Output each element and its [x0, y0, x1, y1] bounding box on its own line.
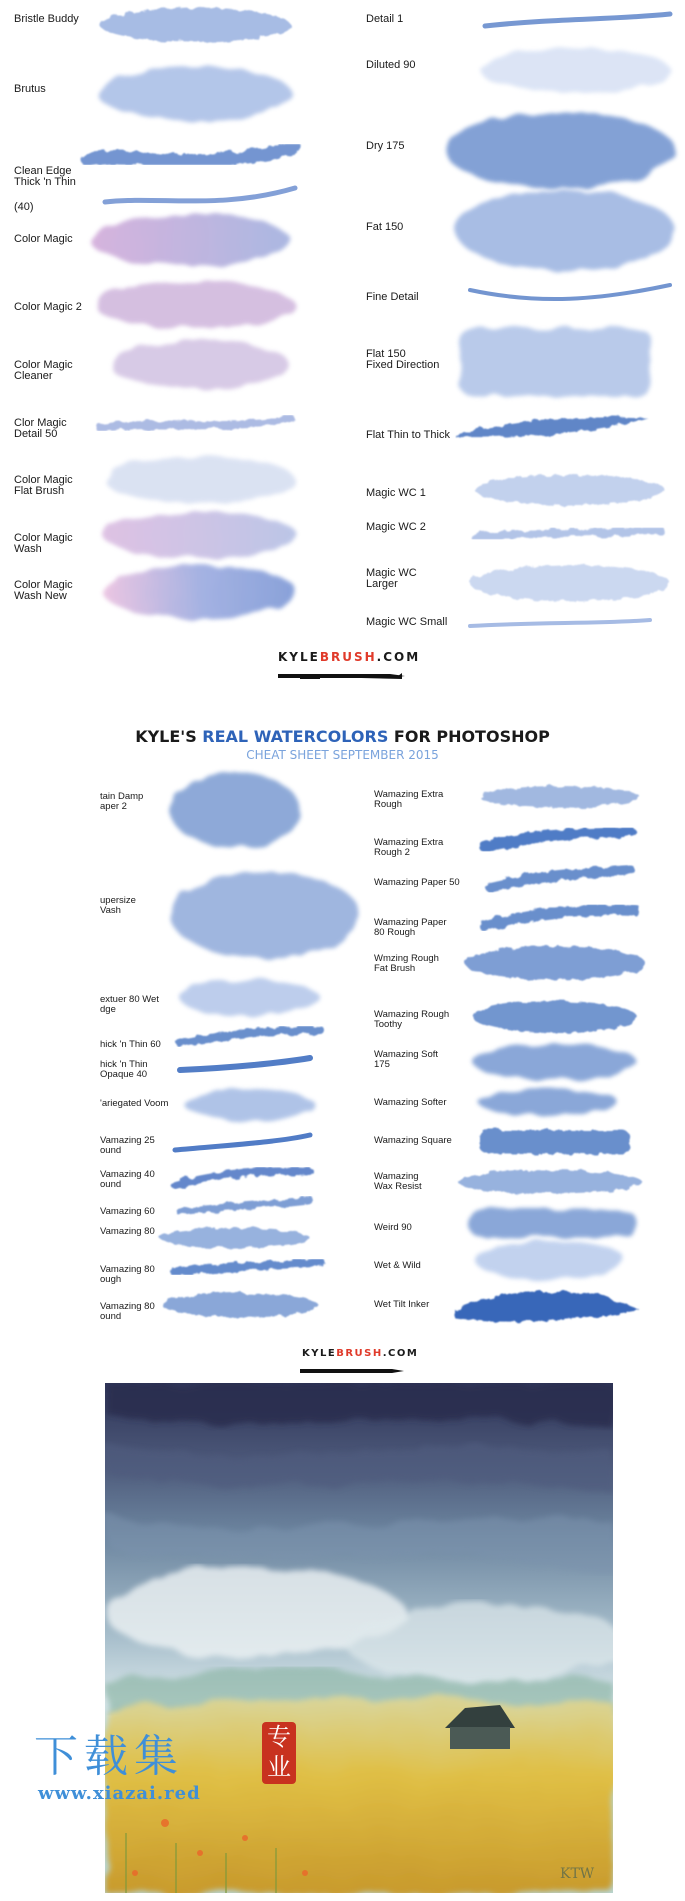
watercolor-painting	[105, 1383, 613, 1893]
s1-right-strokes	[445, 14, 675, 626]
brush-label: Magic WC 1	[366, 487, 426, 499]
brush-label: Flat 150 Fixed Direction	[366, 348, 440, 371]
brush-label: Wamazing Square	[374, 1135, 452, 1146]
stroke-variegated	[185, 1089, 315, 1121]
stroke-dry-175	[445, 112, 675, 188]
stroke-brutus	[98, 67, 292, 121]
s1-left-strokes	[88, 8, 297, 618]
s2-right-strokes	[455, 786, 645, 1322]
brush-label: Color Magic Cleaner	[14, 359, 73, 382]
brush-label: Clean Edge Thick 'n Thin	[14, 165, 76, 188]
brush-label: upersize Vash	[100, 895, 136, 916]
stroke-rough-fat	[465, 946, 645, 980]
brush-label: Vamazing 80 ound	[100, 1301, 155, 1322]
brush-label: Vamazing 80	[100, 1226, 155, 1237]
brush-label: Detail 1	[366, 13, 404, 25]
stroke-softer	[478, 1089, 618, 1115]
sheet2-title: KYLE'S REAL WATERCOLORS FOR PHOTOSHOP	[135, 727, 550, 746]
brush-label: Fat 150	[366, 221, 404, 233]
sheet2-subtitle: CHEAT SHEET SEPTEMBER 2015	[246, 748, 439, 762]
pen-icon	[300, 1369, 404, 1373]
brush-label: Vamazing 25 ound	[100, 1135, 155, 1156]
brush-label: 'ariegated Voom	[100, 1098, 169, 1109]
stroke-rough-toothy	[473, 1001, 637, 1033]
brush-label: Magic WC 2	[366, 521, 426, 533]
brush-label: Color Magic	[14, 233, 73, 245]
watermark-url: www.xiazai.red	[38, 1783, 201, 1804]
brush-label: Vamazing 80 ough	[100, 1264, 155, 1285]
stroke-soft-175	[473, 1044, 637, 1080]
watermark-chars: 下载集	[34, 1731, 184, 1782]
brush-label: Fine Detail	[366, 291, 419, 303]
brush-label: Brutus	[14, 83, 46, 95]
stroke-extra-rough-2	[485, 832, 630, 847]
stroke-wam40	[175, 1171, 310, 1185]
stroke-supersize-wash	[170, 872, 360, 958]
stroke-color-magic-2	[95, 282, 295, 328]
stroke-wet-tilt-inker	[455, 1291, 640, 1321]
brush-label: Wet & Wild	[374, 1260, 421, 1271]
brush-label: Color Magic Wash	[14, 532, 73, 555]
brush-label: Magic WC Larger	[366, 567, 417, 590]
stroke-flat-150	[460, 328, 650, 396]
pen-icon	[278, 673, 405, 679]
stroke-color-magic-flat	[105, 457, 295, 503]
brush-label: Wamazing Paper 50	[374, 877, 460, 888]
brush-label: Color Magic Flat Brush	[14, 474, 73, 497]
brush-label: Wamazing Extra Rough	[374, 789, 444, 810]
stroke-flat-thin-thick	[455, 417, 648, 437]
stroke-color-magic-wash	[103, 512, 297, 558]
brush-label: Wamazing Extra Rough 2	[374, 837, 444, 858]
stroke-stain-damp	[170, 772, 300, 848]
painting-signature: KTW	[560, 1866, 595, 1882]
stroke-texture-wet-edge	[180, 980, 320, 1016]
stroke-clean-edge	[88, 148, 295, 161]
brush-label: Wamazing Soft 175	[374, 1049, 439, 1070]
brush-label: hick 'n Thin Opaque 40	[100, 1059, 148, 1080]
stroke-color-magic	[90, 214, 290, 266]
stroke-extra-rough	[480, 786, 640, 808]
brush-label: (40)	[14, 201, 34, 213]
brush-label: hick 'n Thin 60	[100, 1039, 161, 1050]
stroke-color-magic-cleaner	[110, 341, 290, 389]
brush-label: Vamazing 60	[100, 1206, 155, 1217]
stroke-thin-60	[180, 1030, 320, 1043]
stroke-bristle-buddy	[100, 8, 290, 42]
stroke-detail-1	[485, 14, 670, 26]
stroke-fine-detail	[470, 285, 670, 299]
stroke-thin-40	[105, 188, 295, 202]
brush-label: tain Damp aper 2	[100, 791, 144, 812]
brush-label: extuer 80 Wet dge	[100, 994, 159, 1015]
brush-label: Wmzing Rough Fat Brush	[374, 953, 439, 974]
stroke-color-magic-wash-new	[103, 566, 297, 618]
sheet1-logo: KYLEBRUSH.COM	[278, 650, 421, 664]
stroke-wam80-rough	[175, 1262, 320, 1272]
stroke-wax-resist	[458, 1170, 642, 1194]
brush-label: Color Magic 2	[14, 301, 82, 313]
stroke-thin-opaque	[180, 1058, 310, 1070]
brush-label: Diluted 90	[366, 59, 416, 71]
brush-label: Wet Tilt Inker	[374, 1299, 430, 1310]
stroke-paper-50	[490, 870, 630, 887]
brush-label: Weird 90	[374, 1222, 412, 1233]
brush-label: Bristle Buddy	[14, 13, 79, 25]
brush-label: Wamazing Softer	[374, 1097, 447, 1108]
stroke-weird-90	[468, 1210, 636, 1236]
stroke-square	[480, 1130, 630, 1154]
brush-label: Magic WC Small	[366, 616, 448, 628]
stroke-wam25	[175, 1135, 310, 1150]
stroke-wam80-round	[162, 1293, 318, 1317]
brush-label: Dry 175	[366, 140, 405, 152]
stroke-magic-wc-1	[475, 475, 665, 505]
stroke-paper-80-rough	[485, 910, 635, 926]
stroke-color-magic-detail	[100, 418, 290, 428]
stroke-wam60	[180, 1200, 310, 1212]
brush-label: Wamazing Rough Toothy	[374, 1009, 450, 1030]
brush-label: Wamazing Wax Resist	[374, 1171, 422, 1192]
stroke-fat-150	[455, 190, 675, 270]
brush-label: Flat Thin to Thick	[366, 429, 450, 441]
brush-label: Color Magic Wash New	[14, 579, 73, 602]
s2-left-strokes	[160, 772, 360, 1317]
stroke-diluted-90	[480, 48, 670, 92]
brush-label: Wamazing Paper 80 Rough	[374, 917, 447, 938]
brush-label: Vamazing 40 ound	[100, 1169, 155, 1190]
stroke-wam80	[160, 1228, 310, 1248]
stroke-magic-wc-larger	[470, 565, 670, 601]
watermark-badge: 专业	[262, 1722, 296, 1784]
stroke-magic-wc-small	[470, 620, 650, 626]
brush-label: Clor Magic Detail 50	[14, 417, 67, 440]
stroke-magic-wc-2	[475, 530, 660, 537]
sheet2-logo: KYLEBRUSH.COM	[302, 1348, 419, 1359]
stroke-wet-wild	[475, 1240, 625, 1280]
